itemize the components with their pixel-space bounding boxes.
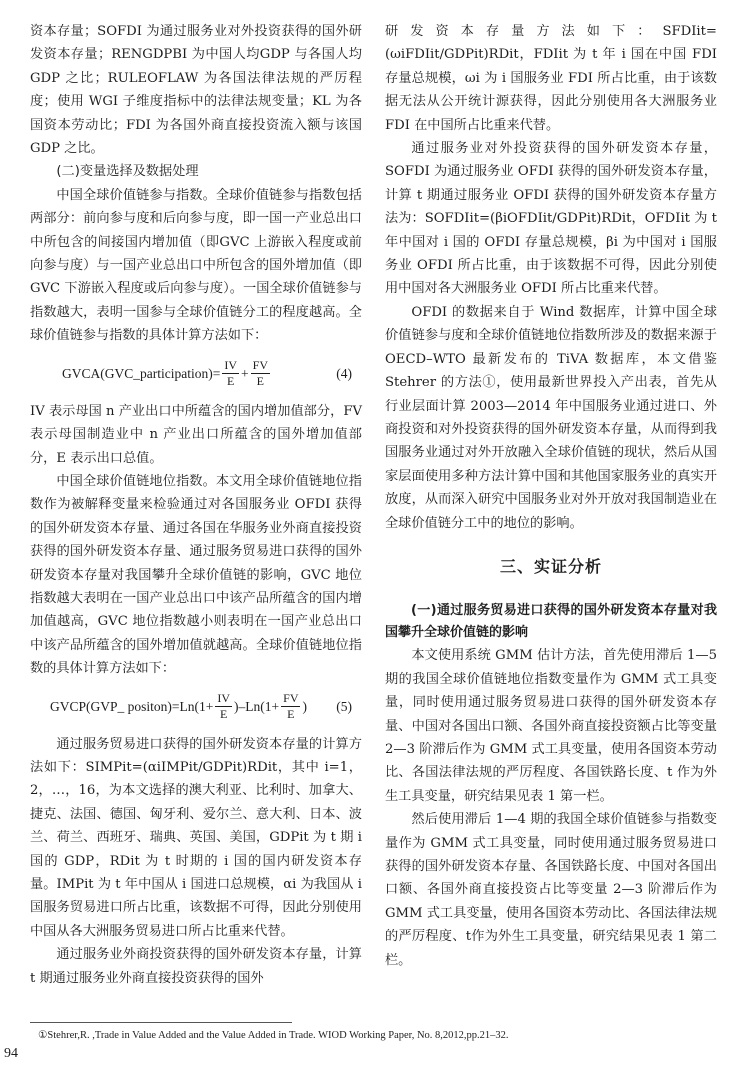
paragraph-left-1: 资本存量；SOFDI 为通过服务业对外投资获得的国外研发资本存量；RENGDPBI 为中国人均GDP 与各国人均 GDP 之比；RULEOFLAW 为各国法律法规的严厉程度；使用 WGI 子维度指标中的法律法规变量；KL 为各国资本劳动比；FDI 为各国外商直接投资流入额与该国 GDP 之比。 — [30, 24, 362, 157]
paragraph-sfdi-method: 研发资本存量方法如下：SFDIit=(ωiFDIit/GDPit)RDit，FDIit 为 t 年 i 国在中国 FDI 存量总规模，ωi 为 i 国服务业 FDI 所占比重，由于该数据无法从公开统计源获得，因此分别使用各大洲服务业 FDI 在中国所占比重来代替。 — [385, 24, 717, 133]
footnote: ①Stehrer,R. ,Trade in Value Added and the Value Added in Trade. WIOD Working Paper, No. 8,2012,pp.21–32. — [38, 1030, 509, 1041]
eq4-lhs: GVCA(GVC_participation)= — [62, 365, 221, 381]
page-number: 94 — [4, 1046, 18, 1061]
paragraph-iv-fv-definition: IV 表示母国 n 产业出口中所蕴含的国内增加值部分，FV 表示母国制造业中 n 产业出口所蕴含的国外增加值部分，E 表示出口总值。 — [30, 403, 362, 466]
eq4-fraction-fv: $\frac{FV}{E}$ — [252, 358, 268, 389]
subsection-heading-variables: (二)变量选择及数据处理 — [56, 164, 199, 180]
paragraph-gmm-second: 然后使用滞后 1—4 期的我国全球价值链参与指数变量作为 GMM 式工具变量，同时使用通过服务贸易进口获得的国外研发资本存量、各国铁路长度、中国对各国出口额、各国外商直接投资占比等变量 2—3 阶滞后作为 GMM 式工具变量，使用各国资本劳动比、各国法律法规的严厉程度、t作为外生工具变量，研究结果见表 1 第二栏。 — [385, 812, 717, 968]
eq5-fraction-iv: $\frac{IV}{E}$ — [217, 691, 231, 722]
left-column — [30, 20, 362, 990]
section-heading-empirical: 三、实证分析 — [499, 556, 602, 576]
paragraph-data-sources: OFDI 的数据来自于 Wind 数据库，计算中国全球价值链参与度和全球价值链地位指数所涉及的数据来源于 OECD–WTO 最新发布的 TiVA 数据库，本文借鉴 Stehrer 的方法①，使用最新世界投入产出表，首先从行业层面计算 2003—2014 年中国服务业通过进口、外商投资和对外投资获得的国外研发资本存量，从而得到我国服务业通过对外开放融入全球价值链的现状，然后从国家层面使用多种方法计算中国和其他国家服务业的真实开放度，从而深入研究中国服务业对外开放对我国制造业在全球价值链分工中的地位的影响。 — [385, 304, 717, 531]
eq4-plus: + — [241, 365, 249, 381]
paragraph-sfdi-intro: 通过服务业外商投资获得的国外研发资本存量，计算 t 期通过服务业外商直接投资获得的国外 — [30, 947, 362, 986]
eq5-close: ) — [302, 698, 307, 714]
eq5-lhs: GVCP(GVP_ positon)=Ln(1+ — [50, 698, 214, 714]
paragraph-simp-method: 通过服务贸易进口获得的国外研发资本存量的计算方法如下：SIMPit=(αiIMPit/GDPit)RDit，其中 i=1，2，…，16，为本文选择的澳大利亚、比利时、加拿大、捷克、法国、德国、匈牙利、爱尔兰、意大利、日本、波兰、荷兰、西班牙、瑞典、英国、美国，GDPit 为 t 期 i 国的 GDP，RDit 为 t 时期的 i 国的国内研发资本存量。IMPit 为 t 年中国从 i 国进口总规模，αi 为我国从 i 国服务贸易进口所占比重，该数据不可得，因此分别使用中国从各大洲服务贸易进口所占比重来代替。 — [30, 736, 362, 939]
subsection-heading-service-imports: (一)通过服务贸易进口获得的国外研发资本存量对我国攀升全球价值链的影响 — [385, 603, 717, 641]
paragraph-sofdi-method: 通过服务业对外投资获得的国外研发资本存量，SOFDI 为通过服务业 OFDI 获得的国外研发资本存量，计算 t 期通过服务业 OFDI 获得的国外研发资本存量方法为：SOFDIit=(βiOFDIit/GDPit)RDit，OFDIit 为 t 年中国对 i 国的 OFDI 存量总规模，βi 为中国对 i 国服务业 OFDI 所占比重，由于该数据不可得，因此分别使用中国对各大洲服务业 OFDI 所占比重来代替。 — [385, 141, 717, 297]
equation-5-number: (5) — [336, 698, 352, 714]
paragraph-gmm-first: 本文使用系统 GMM 估计方法，首先使用滞后 1—5 期的我国全球价值链地位指数变量作为 GMM 式工具变量，同时使用通过服务贸易进口获得的国外研发资本存量、中国对各国出口额、各国外商直接投资额占比等变量 2—3 阶滞后作为 GMM 式工具变量，使用各国资本劳动比、各国法律法规的严厉程度、各国铁路长度、t 作为外生工具变量，研究结果见表 1 第一栏。 — [385, 648, 717, 804]
equation-4 — [30, 352, 362, 396]
equation-4-number: (4) — [336, 365, 352, 381]
footnote-rule — [30, 1022, 292, 1023]
eq5-fraction-fv: $\frac{FV}{E}$ — [283, 691, 299, 722]
eq5-middle: )–Ln(1+ — [234, 698, 280, 714]
eq4-fraction-iv: $\frac{IV}{E}$ — [224, 358, 238, 389]
paragraph-gvc-participation: 中国全球价值链参与指数。全球价值链参与指数包括两部分：前向参与度和后向参与度，即一国一产业总出口中所包含的间接国内增加值（即GVC 上游嵌入程度或前向参与度）与一国产业总出口中所包含的国外增加值（即 GVC 下游嵌入程度或后向参与度）。一国全球价值链参与指数越大，表明一国参与全球价值链分工的程度越高。全球价值链参与指数的具体计算方法如下： — [30, 187, 362, 344]
right-column — [385, 20, 717, 972]
equation-5 — [30, 685, 362, 729]
paragraph-gvc-position: 中国全球价值链地位指数。本文用全球价值链地位指数作为被解释变量来检验通过对各国服务业 OFDI 获得的国外研发资本存量、通过各国在华服务业外商直接投资获得的国外研发资本存量、通过服务贸易进口获得的国外研发资本存量对我国攀升全球价值链的影响，GVC 地位指数越大表明在一国产业总出口中该产品所蕴含的国内增加值越高，GVC 地位指数越小则表明在一国产业总出口中该产品所蕴含的国外增加值就越高。全球价值链地位指数的具体计算方法如下： — [30, 473, 362, 677]
